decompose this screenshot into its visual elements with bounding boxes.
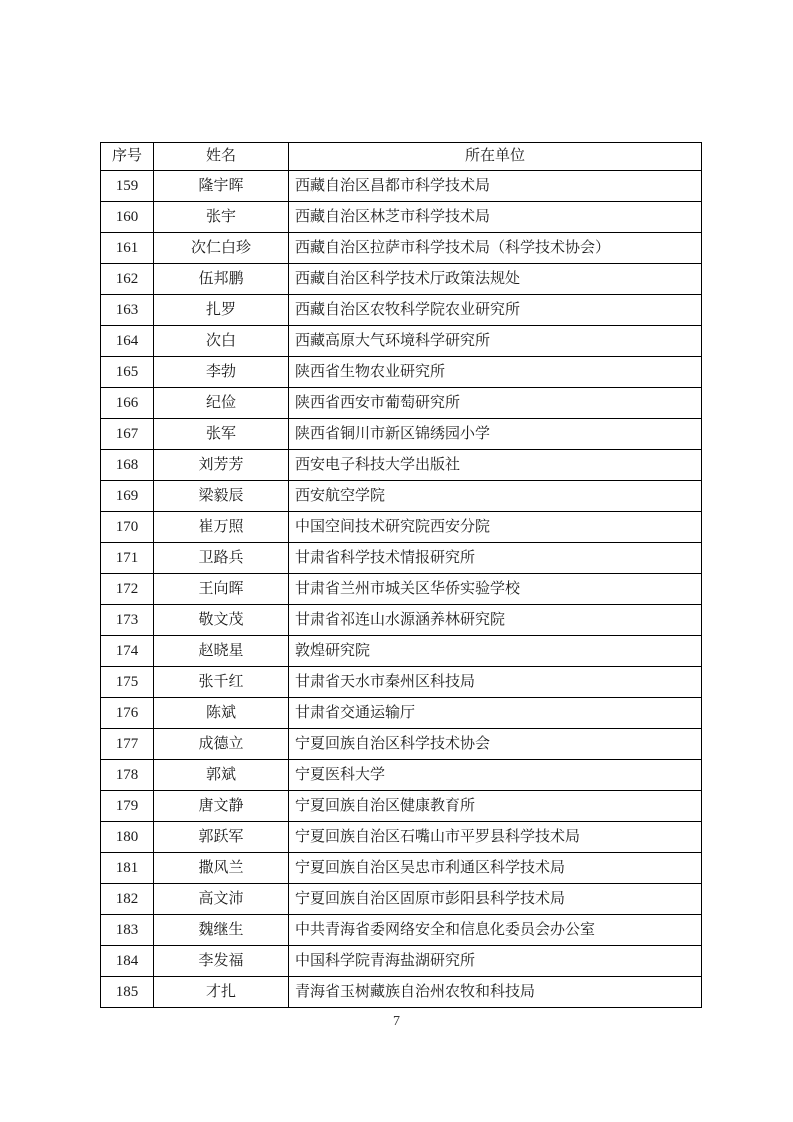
organization-cell: 陕西省生物农业研究所 xyxy=(289,357,702,388)
row-number-cell: 185 xyxy=(101,977,154,1008)
organization-cell: 西藏自治区农牧科学院农业研究所 xyxy=(289,295,702,326)
name-cell: 魏继生 xyxy=(154,915,289,946)
table-row xyxy=(101,698,702,729)
organization-cell: 西安航空学院 xyxy=(289,481,702,512)
organization-cell: 西藏自治区拉萨市科学技术局（科学技术协会） xyxy=(289,233,702,264)
row-number-cell: 183 xyxy=(101,915,154,946)
name-cell: 梁毅辰 xyxy=(154,481,289,512)
organization-cell: 中国科学院青海盐湖研究所 xyxy=(289,946,702,977)
organization-cell: 陕西省铜川市新区锦绣园小学 xyxy=(289,419,702,450)
organization-cell: 宁夏回族自治区健康教育所 xyxy=(289,791,702,822)
organization-cell: 甘肃省科学技术情报研究所 xyxy=(289,543,702,574)
table-row xyxy=(101,729,702,760)
organization-cell: 中国空间技术研究院西安分院 xyxy=(289,512,702,543)
name-cell: 成德立 xyxy=(154,729,289,760)
name-cell: 郭跃军 xyxy=(154,822,289,853)
name-cell: 卫路兵 xyxy=(154,543,289,574)
row-number-cell: 175 xyxy=(101,667,154,698)
organization-cell: 西藏自治区昌都市科学技术局 xyxy=(289,171,702,202)
table-header-row xyxy=(101,143,702,171)
name-cell: 郭斌 xyxy=(154,760,289,791)
organization-cell: 宁夏医科大学 xyxy=(289,760,702,791)
name-cell: 赵晓星 xyxy=(154,636,289,667)
name-cell: 陈斌 xyxy=(154,698,289,729)
table-row xyxy=(101,419,702,450)
organization-cell: 甘肃省交通运输厅 xyxy=(289,698,702,729)
row-number-cell: 176 xyxy=(101,698,154,729)
name-cell: 崔万照 xyxy=(154,512,289,543)
organization-cell: 宁夏回族自治区科学技术协会 xyxy=(289,729,702,760)
row-number-cell: 161 xyxy=(101,233,154,264)
row-number-cell: 164 xyxy=(101,326,154,357)
organization-cell: 西藏自治区科学技术厅政策法规处 xyxy=(289,264,702,295)
table-body xyxy=(101,171,702,1008)
table-row xyxy=(101,977,702,1008)
organization-cell: 西藏高原大气环境科学研究所 xyxy=(289,326,702,357)
table-row xyxy=(101,481,702,512)
organization-cell: 西藏自治区林芝市科学技术局 xyxy=(289,202,702,233)
name-cell: 李发福 xyxy=(154,946,289,977)
row-number-cell: 174 xyxy=(101,636,154,667)
table-row xyxy=(101,295,702,326)
organization-cell: 甘肃省天水市秦州区科技局 xyxy=(289,667,702,698)
row-number-cell: 167 xyxy=(101,419,154,450)
name-cell: 王向晖 xyxy=(154,574,289,605)
organization-cell: 陕西省西安市葡萄研究所 xyxy=(289,388,702,419)
name-cell: 才扎 xyxy=(154,977,289,1008)
organization-cell: 宁夏回族自治区固原市彭阳县科学技术局 xyxy=(289,884,702,915)
table-row xyxy=(101,946,702,977)
row-number-cell: 165 xyxy=(101,357,154,388)
table-row xyxy=(101,822,702,853)
table-row xyxy=(101,450,702,481)
table-row xyxy=(101,574,702,605)
table-row xyxy=(101,543,702,574)
table-row xyxy=(101,388,702,419)
page-number: 7 xyxy=(393,1014,400,1029)
organization-cell: 宁夏回族自治区吴忠市利通区科学技术局 xyxy=(289,853,702,884)
organization-cell: 青海省玉树藏族自治州农牧和科技局 xyxy=(289,977,702,1008)
row-number-cell: 172 xyxy=(101,574,154,605)
row-number-cell: 173 xyxy=(101,605,154,636)
table-row xyxy=(101,915,702,946)
column-header-name: 姓名 xyxy=(154,143,289,171)
table-row xyxy=(101,326,702,357)
table-row xyxy=(101,357,702,388)
name-cell: 次仁白珍 xyxy=(154,233,289,264)
row-number-cell: 169 xyxy=(101,481,154,512)
row-number-cell: 178 xyxy=(101,760,154,791)
row-number-cell: 184 xyxy=(101,946,154,977)
column-header-organization: 所在单位 xyxy=(289,143,702,171)
row-number-cell: 181 xyxy=(101,853,154,884)
table-row xyxy=(101,171,702,202)
row-number-cell: 177 xyxy=(101,729,154,760)
name-cell: 隆宇晖 xyxy=(154,171,289,202)
row-number-cell: 182 xyxy=(101,884,154,915)
organization-cell: 甘肃省兰州市城关区华侨实验学校 xyxy=(289,574,702,605)
column-header-serial-number: 序号 xyxy=(101,143,154,171)
row-number-cell: 162 xyxy=(101,264,154,295)
row-number-cell: 180 xyxy=(101,822,154,853)
table-row xyxy=(101,884,702,915)
organization-cell: 甘肃省祁连山水源涵养林研究院 xyxy=(289,605,702,636)
name-cell: 纪俭 xyxy=(154,388,289,419)
name-cell: 张宇 xyxy=(154,202,289,233)
personnel-table xyxy=(100,142,702,1008)
row-number-cell: 168 xyxy=(101,450,154,481)
name-cell: 张千红 xyxy=(154,667,289,698)
name-cell: 刘芳芳 xyxy=(154,450,289,481)
name-cell: 次白 xyxy=(154,326,289,357)
name-cell: 扎罗 xyxy=(154,295,289,326)
table-row xyxy=(101,760,702,791)
name-cell: 唐文静 xyxy=(154,791,289,822)
name-cell: 李勃 xyxy=(154,357,289,388)
table-row xyxy=(101,605,702,636)
organization-cell: 宁夏回族自治区石嘴山市平罗县科学技术局 xyxy=(289,822,702,853)
name-cell: 张军 xyxy=(154,419,289,450)
row-number-cell: 179 xyxy=(101,791,154,822)
table-row xyxy=(101,512,702,543)
organization-cell: 敦煌研究院 xyxy=(289,636,702,667)
name-cell: 高文沛 xyxy=(154,884,289,915)
table-row xyxy=(101,202,702,233)
row-number-cell: 170 xyxy=(101,512,154,543)
table-row xyxy=(101,667,702,698)
name-cell: 伍邦鹏 xyxy=(154,264,289,295)
table-row xyxy=(101,264,702,295)
row-number-cell: 159 xyxy=(101,171,154,202)
organization-cell: 中共青海省委网络安全和信息化委员会办公室 xyxy=(289,915,702,946)
table-row xyxy=(101,791,702,822)
row-number-cell: 163 xyxy=(101,295,154,326)
table-row xyxy=(101,853,702,884)
row-number-cell: 171 xyxy=(101,543,154,574)
name-cell: 撒风兰 xyxy=(154,853,289,884)
table-row xyxy=(101,636,702,667)
name-cell: 敬文茂 xyxy=(154,605,289,636)
organization-cell: 西安电子科技大学出版社 xyxy=(289,450,702,481)
row-number-cell: 160 xyxy=(101,202,154,233)
table-row xyxy=(101,233,702,264)
row-number-cell: 166 xyxy=(101,388,154,419)
